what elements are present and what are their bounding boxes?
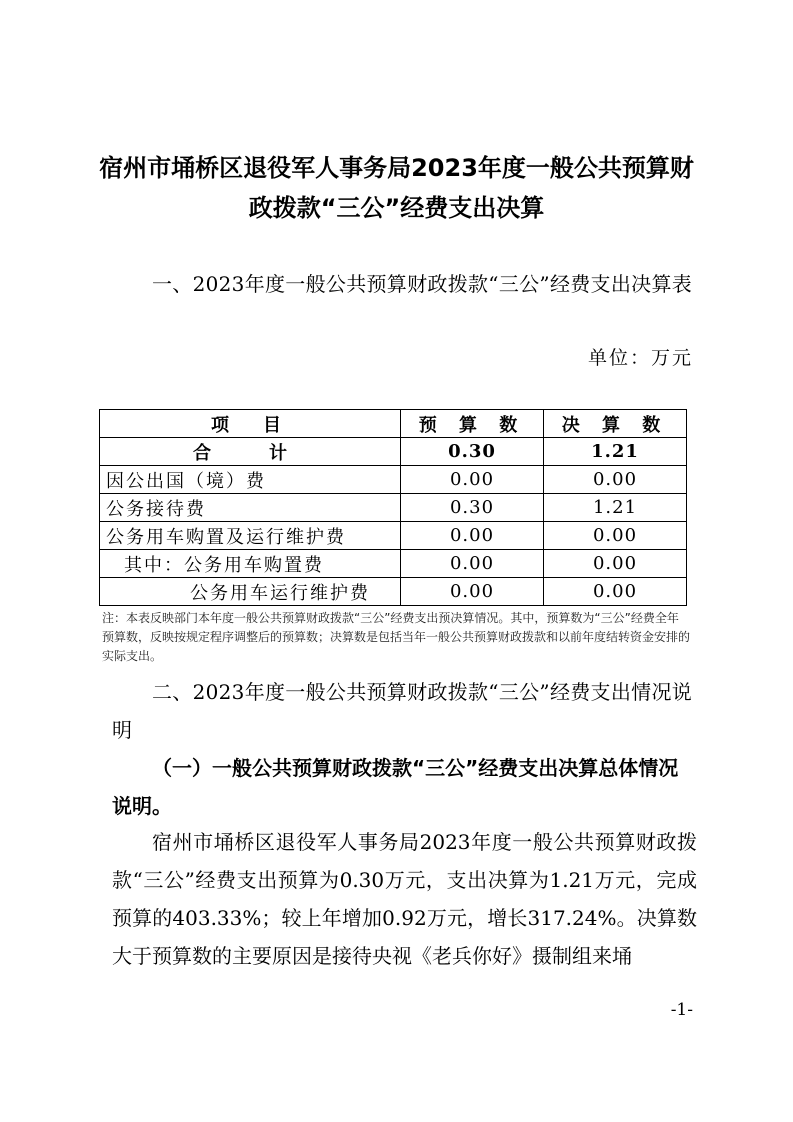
- row-budget: 0.00: [401, 522, 544, 550]
- document-title-line1: 宿州市埇桥区退役军人事务局2023年度一般公共预算财: [99, 154, 694, 182]
- row-actual: 1.21: [544, 438, 687, 466]
- header-budget: 预 算 数: [401, 410, 544, 438]
- body-paragraph: 宿州市埇桥区退役军人事务局2023年度一般公共预算财政拨款“三公”经费支出预算为0.30万元，支出决算为1.21万元，完成预算的403.33%；较上年增加0.92万元，增长317.24%。决算数大于预算数的主要原因是接待央视《老兵你好》摄制组来埇: [112, 830, 697, 968]
- table-row-total: [100, 438, 687, 466]
- header-actual: 决 算 数: [544, 410, 687, 438]
- table-row: [100, 578, 687, 606]
- section1-heading: 一、2023年度一般公共预算财政拨款“三公”经费支出决算表: [152, 272, 693, 296]
- row-budget: 0.30: [401, 494, 544, 522]
- row-label: 公务接待费: [100, 494, 401, 522]
- page-number: -1-: [670, 1000, 693, 1020]
- row-actual: 0.00: [544, 550, 687, 578]
- row-label: 公务用车运行维护费: [100, 578, 401, 606]
- table-note: 注：本表反映部门本年度一般公共预算财政拨款“三公”经费支出预决算情况。其中，预算数为“三公”经费全年预算数，反映按规定程序调整后的预算数；决算数是包括当年一般公共预算财政拨款和以前年度结转资金安排的实际支出。: [102, 611, 691, 663]
- row-actual: 0.00: [544, 466, 687, 494]
- header-item: 项 目: [100, 410, 401, 438]
- budget-table: [99, 409, 687, 606]
- table-row: [100, 494, 687, 522]
- row-budget: 0.30: [401, 438, 544, 466]
- row-actual: 0.00: [544, 522, 687, 550]
- row-budget: 0.00: [401, 578, 544, 606]
- table-row: [100, 522, 687, 550]
- row-label: 合 计: [100, 438, 401, 466]
- row-budget: 0.00: [401, 466, 544, 494]
- table-row: [100, 466, 687, 494]
- row-actual: 0.00: [544, 578, 687, 606]
- subsection1-heading: （一）一般公共预算财政拨款“三公”经费支出决算总体情况说明。: [112, 756, 679, 818]
- document-title-line2: 政拨款“三公”经费支出决算: [248, 194, 545, 222]
- row-label: 公务用车购置及运行维护费: [100, 522, 401, 550]
- row-label: 因公出国（境）费: [100, 466, 401, 494]
- row-budget: 0.00: [401, 550, 544, 578]
- row-actual: 1.21: [544, 494, 687, 522]
- unit-label: 单位：万元: [587, 347, 693, 369]
- table-header-row: [100, 410, 687, 438]
- table-row: [100, 550, 687, 578]
- section2-heading: 二、2023年度一般公共预算财政拨款“三公”经费支出情况说明: [112, 680, 693, 742]
- row-label: 其中：公务用车购置费: [100, 550, 401, 578]
